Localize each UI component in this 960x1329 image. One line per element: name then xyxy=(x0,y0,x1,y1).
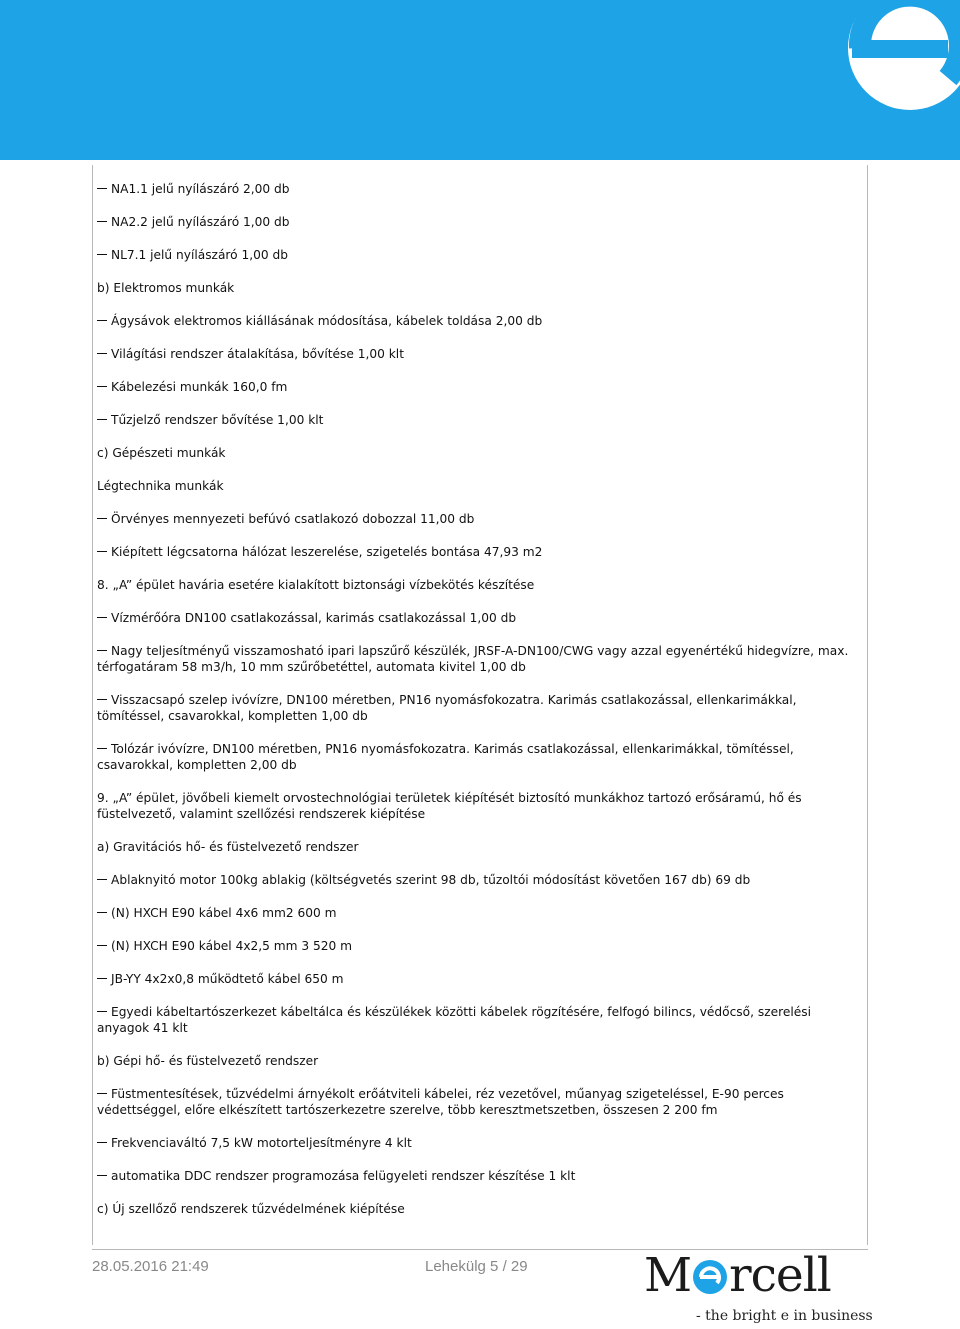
footer-page-number: Lehekülg 5 / 29 xyxy=(425,1258,528,1275)
brand-e-icon xyxy=(692,1256,728,1292)
list-item: Világítási rendszer átalakítása, bővítése 1,00 klt xyxy=(97,346,857,362)
list-item: (N) HXCH E90 kábel 4x2,5 mm 3 520 m xyxy=(97,938,857,954)
section-heading: 8. „A” épület havária esetére kialakított biztonsági vízbekötés készítése xyxy=(97,578,535,592)
brand-logo xyxy=(644,1248,866,1303)
list-item: Kiépített légcsatorna hálózat leszerelése, szigetelés bontása 47,93 m2 xyxy=(97,544,857,560)
list-item: NA2.2 jelű nyílászáró 1,00 db xyxy=(97,214,857,230)
header-banner xyxy=(0,0,960,160)
section-heading: b) Gépi hő- és füstelvezető rendszer xyxy=(97,1054,319,1068)
list-item: Visszacsapó szelep ivóvízre, DN100 méretben, PN16 nyomásfokozatra. Karimás csatlakozással, ellenkarimákkal, tömítéssel, csavarokkal, kompletten 1,00 db xyxy=(97,692,857,724)
list-item: Nagy teljesítményű visszamosható ipari lapszűrő készülék, JRSF-A-DN100/CWG vagy azzal egyenértékű hidegvízre, max. térfogatáram 58 m3/h, 10 mm szűrőbetéttel, automata kivitel 1,00 db xyxy=(97,643,857,675)
list-item: Tűzjelző rendszer bővítése 1,00 klt xyxy=(97,412,857,428)
section-heading: 9. „A” épület, jövőbeli kiemelt orvostechnológiai területek kiépítését biztosító munkákhoz tartozó erősáramú, hő és füstelvezető, valamint szellőzési rendszerek kiépítése xyxy=(97,791,802,821)
section-heading: c) Gépészeti munkák xyxy=(97,446,226,460)
brand-tagline: - the bright e in business xyxy=(696,1308,873,1324)
list-item: Ablaknyitó motor 100kg ablakig (költségvetés szerint 98 db, tűzoltói módosítást követően 167 db) 69 db xyxy=(97,872,857,888)
e-logo-icon xyxy=(800,0,960,160)
frame-right-rule xyxy=(867,165,868,1245)
list-item: Frekvenciaváltó 7,5 kW motorteljesítményre 4 klt xyxy=(97,1135,857,1151)
frame-left-rule xyxy=(92,165,93,1245)
section-heading: c) Új szellőző rendszerek tűzvédelmének kiépítése xyxy=(97,1202,405,1216)
section-heading: a) Gravitációs hő- és füstelvezető rendszer xyxy=(97,840,359,854)
list-item: Örvényes mennyezeti befúvó csatlakozó dobozzal 11,00 db xyxy=(97,511,857,527)
section-heading: Légtechnika munkák xyxy=(97,479,224,493)
brand-text-start: M xyxy=(644,1248,692,1303)
list-item: Vízmérőóra DN100 csatlakozással, karimás csatlakozással 1,00 db xyxy=(97,610,857,626)
list-item: JB-YY 4x2x0,8 működtető kábel 650 m xyxy=(97,971,857,987)
list-item: Tolózár ivóvízre, DN100 méretben, PN16 nyomásfokozatra. Karimás csatlakozással, ellenkarimákkal, tömítéssel, csavarokkal, kompletten 2,00 db xyxy=(97,741,857,773)
list-item: automatika DDC rendszer programozása felügyeleti rendszer készítése 1 klt xyxy=(97,1168,857,1184)
list-item: Ágysávok elektromos kiállásának módosítása, kábelek toldása 2,00 db xyxy=(97,313,857,329)
list-item: (N) HXCH E90 kábel 4x6 mm2 600 m xyxy=(97,905,857,921)
list-item: Füstmentesítések, tűzvédelmi árnyékolt erőátviteli kábelei, réz vezetővel, műanyag szigeteléssel, E-90 perces védettséggel, előre elkészített tartószerkezetre szerelve, több keresztmetszetben, összesen 2 200 fm xyxy=(97,1086,857,1118)
list-item: NL7.1 jelű nyílászáró 1,00 db xyxy=(97,247,857,263)
list-item: NA1.1 jelű nyílászáró 2,00 db xyxy=(97,181,857,197)
list-item: Kábelezési munkák 160,0 fm xyxy=(97,379,857,395)
section-heading: b) Elektromos munkák xyxy=(97,281,235,295)
footer-datetime: 28.05.2016 21:49 xyxy=(92,1258,209,1275)
brand-text-end: rcell xyxy=(729,1248,831,1303)
document-body xyxy=(97,181,857,1234)
list-item: Egyedi kábeltartószerkezet kábeltálca és készülékek közötti kábelek rögzítésére, felfogó bilincs, védőcső, szerelési anyagok 41 klt xyxy=(97,1004,857,1036)
